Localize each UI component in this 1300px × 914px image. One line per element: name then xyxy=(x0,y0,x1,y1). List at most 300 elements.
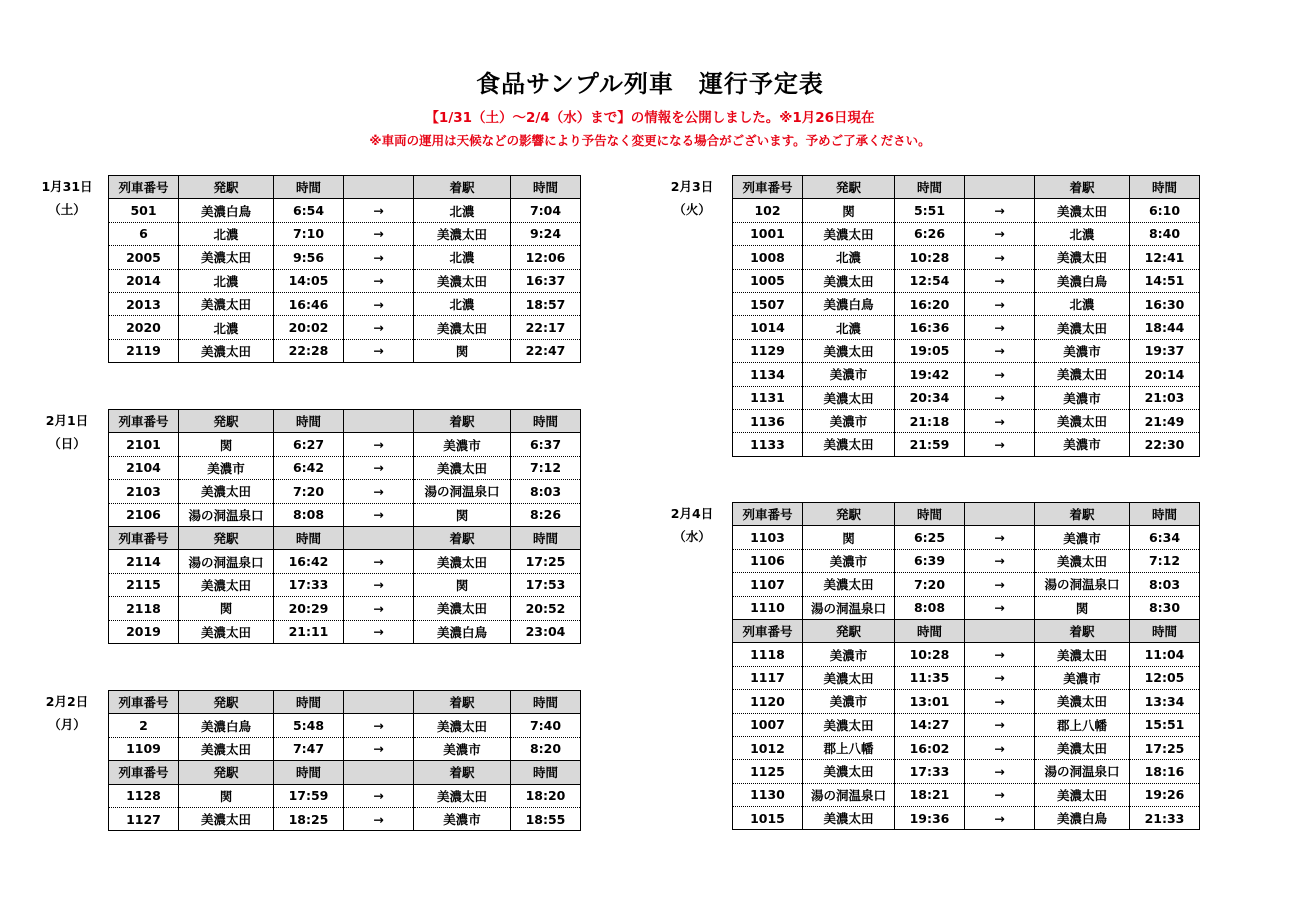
arrival-time-cell: 16:30 xyxy=(1130,292,1200,315)
arrival-station-cell: 美濃太田 xyxy=(414,550,511,573)
arrow-cell: → xyxy=(965,573,1035,596)
arrival-station-cell: 関 xyxy=(414,339,511,362)
departure-time-cell: 6:25 xyxy=(895,526,965,549)
table-header-row xyxy=(733,619,1200,642)
arrow-cell: → xyxy=(344,199,414,222)
departure-station-cell: 美濃白鳥 xyxy=(803,292,895,315)
arrival-station-cell: 美濃市 xyxy=(414,807,511,830)
arrival-time-cell: 21:33 xyxy=(1130,807,1200,830)
departure-station-cell: 美濃太田 xyxy=(179,339,274,362)
table-row xyxy=(109,714,581,737)
arrow-cell: → xyxy=(965,526,1035,549)
arrival-time-cell: 8:26 xyxy=(511,503,581,526)
departure-station-cell: 美濃市 xyxy=(803,409,895,432)
table-row xyxy=(733,736,1200,759)
train-number-cell: 1012 xyxy=(733,736,803,759)
arrival-station-cell: 美濃市 xyxy=(1035,339,1130,362)
table-row xyxy=(109,573,581,596)
arrival-time-cell: 20:52 xyxy=(511,597,581,620)
train-number-cell: 2 xyxy=(109,714,179,737)
arrow-cell: → xyxy=(965,433,1035,456)
table-row xyxy=(109,339,581,362)
arrow-cell: → xyxy=(344,316,414,339)
departure-station-cell: 美濃太田 xyxy=(803,573,895,596)
arrival-station-cell: 美濃白鳥 xyxy=(1035,807,1130,830)
arrival-time-cell: 18:57 xyxy=(511,292,581,315)
table-row xyxy=(109,316,581,339)
arrival-time-cell: 14:51 xyxy=(1130,269,1200,292)
page-title: 食品サンプル列車 運行予定表 xyxy=(476,70,824,98)
arrival-time-header: 時間 xyxy=(511,761,581,784)
table-row xyxy=(109,269,581,292)
table-row xyxy=(109,456,581,479)
departure-station-cell: 北濃 xyxy=(803,246,895,269)
arrow-cell: → xyxy=(344,620,414,643)
arrival-station-cell: 北濃 xyxy=(414,246,511,269)
arrival-station-cell: 美濃太田 xyxy=(1035,363,1130,386)
departure-station-cell: 美濃太田 xyxy=(803,807,895,830)
arrow-cell: → xyxy=(965,596,1035,619)
arrow-cell: → xyxy=(965,246,1035,269)
arrival-time-cell: 8:03 xyxy=(511,480,581,503)
arrival-station-cell: 美濃太田 xyxy=(414,316,511,339)
schedule-table-feb2 xyxy=(108,690,581,831)
arrival-time-cell: 17:53 xyxy=(511,573,581,596)
departure-station-cell: 関 xyxy=(803,199,895,222)
arrival-time-cell: 13:34 xyxy=(1130,690,1200,713)
weekday-label: （水） xyxy=(673,529,711,545)
departure-time-cell: 14:05 xyxy=(274,269,344,292)
table-row xyxy=(733,246,1200,269)
arrow-header xyxy=(344,761,414,784)
arrival-station-cell: 美濃太田 xyxy=(414,784,511,807)
weekday-label: （日） xyxy=(48,436,86,452)
departure-time-cell: 16:36 xyxy=(895,316,965,339)
departure-time-cell: 19:36 xyxy=(895,807,965,830)
departure-station-cell: 美濃太田 xyxy=(179,807,274,830)
train-number-cell: 6 xyxy=(109,222,179,245)
train-number-cell: 1007 xyxy=(733,713,803,736)
arrow-cell: → xyxy=(344,550,414,573)
day-label-jan31 xyxy=(40,175,94,222)
arrival-time-cell: 18:55 xyxy=(511,807,581,830)
departure-time-cell: 20:02 xyxy=(274,316,344,339)
departure-time-cell: 13:01 xyxy=(895,690,965,713)
arrow-cell: → xyxy=(344,433,414,456)
arrival-time-cell: 18:16 xyxy=(1130,760,1200,783)
train-number-cell: 2020 xyxy=(109,316,179,339)
arrival-time-cell: 8:03 xyxy=(1130,573,1200,596)
arrival-station-cell: 美濃市 xyxy=(1035,666,1130,689)
train-number-cell: 2101 xyxy=(109,433,179,456)
arrival-station-cell: 美濃市 xyxy=(1035,526,1130,549)
arrival-station-cell: 北濃 xyxy=(1035,292,1130,315)
train-number-cell: 1107 xyxy=(733,573,803,596)
arrival-station-cell: 美濃白鳥 xyxy=(1035,269,1130,292)
schedule-table-jan31 xyxy=(108,175,581,363)
arrow-cell: → xyxy=(344,246,414,269)
departure-time-cell: 20:34 xyxy=(895,386,965,409)
arrival-station-cell: 関 xyxy=(414,573,511,596)
train-number-cell: 2005 xyxy=(109,246,179,269)
departure-time-cell: 5:51 xyxy=(895,199,965,222)
table-row xyxy=(109,807,581,830)
arrival-station-cell: 美濃太田 xyxy=(414,597,511,620)
arrow-cell: → xyxy=(965,666,1035,689)
departure-station-cell: 美濃太田 xyxy=(803,222,895,245)
departure-time-header: 時間 xyxy=(274,410,344,433)
arrow-header xyxy=(965,503,1035,526)
arrow-cell: → xyxy=(965,690,1035,713)
table-row xyxy=(109,737,581,760)
departure-time-header: 時間 xyxy=(274,526,344,549)
arrival-station-cell: 美濃太田 xyxy=(414,714,511,737)
train-number-header: 列車番号 xyxy=(109,526,179,549)
arrow-cell: → xyxy=(965,339,1035,362)
table-row xyxy=(733,807,1200,830)
train-number-cell: 1118 xyxy=(733,643,803,666)
departure-station-cell: 美濃太田 xyxy=(179,246,274,269)
departure-station-cell: 美濃市 xyxy=(803,363,895,386)
table-row xyxy=(733,433,1200,456)
departure-time-header: 時間 xyxy=(274,691,344,714)
table-row xyxy=(109,246,581,269)
departure-station-cell: 美濃太田 xyxy=(803,339,895,362)
train-number-cell: 1133 xyxy=(733,433,803,456)
departure-time-cell: 6:39 xyxy=(895,549,965,572)
arrival-station-cell: 北濃 xyxy=(1035,222,1130,245)
weekday-label: （月） xyxy=(48,717,86,733)
arrival-time-cell: 12:06 xyxy=(511,246,581,269)
arrow-cell: → xyxy=(344,339,414,362)
train-number-cell: 1106 xyxy=(733,549,803,572)
departure-time-header: 時間 xyxy=(895,619,965,642)
arrow-cell: → xyxy=(344,573,414,596)
train-number-cell: 1128 xyxy=(109,784,179,807)
arrival-station-cell: 美濃太田 xyxy=(1035,246,1130,269)
departure-station-cell: 美濃市 xyxy=(803,690,895,713)
departure-station-cell: 美濃太田 xyxy=(803,760,895,783)
arrival-station-header: 着駅 xyxy=(1035,176,1130,199)
arrow-header xyxy=(344,526,414,549)
arrival-time-cell: 22:30 xyxy=(1130,433,1200,456)
table-row xyxy=(733,292,1200,315)
arrow-cell: → xyxy=(344,597,414,620)
arrow-cell: → xyxy=(344,784,414,807)
arrival-station-cell: 美濃太田 xyxy=(1035,409,1130,432)
table-row xyxy=(733,760,1200,783)
departure-time-cell: 19:05 xyxy=(895,339,965,362)
arrival-time-cell: 12:41 xyxy=(1130,246,1200,269)
arrival-station-cell: 美濃太田 xyxy=(1035,316,1130,339)
date-label: 2月4日 xyxy=(670,506,714,521)
departure-station-cell: 美濃太田 xyxy=(803,713,895,736)
arrow-cell: → xyxy=(344,807,414,830)
departure-time-cell: 16:20 xyxy=(895,292,965,315)
arrival-station-cell: 美濃太田 xyxy=(1035,783,1130,806)
departure-time-cell: 17:59 xyxy=(274,784,344,807)
train-number-cell: 1507 xyxy=(733,292,803,315)
departure-time-header: 時間 xyxy=(895,503,965,526)
arrival-station-cell: 美濃市 xyxy=(1035,433,1130,456)
arrival-station-cell: 美濃市 xyxy=(414,737,511,760)
departure-station-cell: 関 xyxy=(179,597,274,620)
departure-time-cell: 21:59 xyxy=(895,433,965,456)
table-row xyxy=(109,222,581,245)
arrival-station-cell: 美濃太田 xyxy=(414,222,511,245)
table-row xyxy=(733,386,1200,409)
train-number-header: 列車番号 xyxy=(733,503,803,526)
arrow-cell: → xyxy=(965,760,1035,783)
train-number-cell: 2103 xyxy=(109,480,179,503)
day-label-feb3 xyxy=(665,175,719,222)
arrow-header xyxy=(344,176,414,199)
arrow-cell: → xyxy=(965,386,1035,409)
departure-station-cell: 関 xyxy=(179,433,274,456)
departure-time-cell: 7:10 xyxy=(274,222,344,245)
departure-time-header: 時間 xyxy=(895,176,965,199)
arrow-cell: → xyxy=(965,199,1035,222)
departure-station-header: 発駅 xyxy=(179,761,274,784)
day-label-feb2 xyxy=(40,690,94,737)
departure-time-cell: 8:08 xyxy=(895,596,965,619)
departure-station-header: 発駅 xyxy=(803,619,895,642)
arrival-time-header: 時間 xyxy=(511,410,581,433)
arrival-time-cell: 12:05 xyxy=(1130,666,1200,689)
table-row xyxy=(109,784,581,807)
table-row xyxy=(733,596,1200,619)
arrow-header xyxy=(965,176,1035,199)
arrival-time-cell: 19:26 xyxy=(1130,783,1200,806)
table-header-row xyxy=(733,176,1200,199)
arrival-time-cell: 8:30 xyxy=(1130,596,1200,619)
arrival-time-cell: 20:14 xyxy=(1130,363,1200,386)
arrow-cell: → xyxy=(965,713,1035,736)
departure-time-cell: 6:26 xyxy=(895,222,965,245)
arrow-cell: → xyxy=(965,643,1035,666)
arrival-time-cell: 17:25 xyxy=(511,550,581,573)
arrival-station-header: 着駅 xyxy=(414,761,511,784)
schedule-table-feb1 xyxy=(108,409,581,644)
table-row xyxy=(733,549,1200,572)
table-header-row xyxy=(109,410,581,433)
departure-time-cell: 9:56 xyxy=(274,246,344,269)
table-row xyxy=(109,597,581,620)
departure-station-cell: 美濃太田 xyxy=(179,620,274,643)
departure-time-cell: 20:29 xyxy=(274,597,344,620)
table-row xyxy=(733,713,1200,736)
train-number-cell: 1130 xyxy=(733,783,803,806)
departure-station-cell: 湯の洞温泉口 xyxy=(803,783,895,806)
train-number-cell: 501 xyxy=(109,199,179,222)
arrival-time-header: 時間 xyxy=(1130,503,1200,526)
train-number-header: 列車番号 xyxy=(109,410,179,433)
train-number-cell: 1008 xyxy=(733,246,803,269)
schedule-table-feb3 xyxy=(732,175,1200,457)
departure-time-cell: 7:20 xyxy=(274,480,344,503)
table-row xyxy=(733,363,1200,386)
table-row xyxy=(733,269,1200,292)
table-row xyxy=(733,526,1200,549)
departure-station-cell: 美濃白鳥 xyxy=(179,199,274,222)
departure-time-cell: 18:21 xyxy=(895,783,965,806)
arrival-station-cell: 美濃市 xyxy=(1035,386,1130,409)
arrival-time-cell: 8:20 xyxy=(511,737,581,760)
departure-time-cell: 16:42 xyxy=(274,550,344,573)
table-row xyxy=(733,409,1200,432)
departure-station-cell: 関 xyxy=(803,526,895,549)
arrival-station-cell: 湯の洞温泉口 xyxy=(1035,573,1130,596)
table-row xyxy=(733,783,1200,806)
train-number-cell: 1127 xyxy=(109,807,179,830)
train-number-cell: 1125 xyxy=(733,760,803,783)
day-label-feb1 xyxy=(40,409,94,456)
arrival-time-header: 時間 xyxy=(511,176,581,199)
departure-time-cell: 14:27 xyxy=(895,713,965,736)
train-number-cell: 1134 xyxy=(733,363,803,386)
arrival-station-cell: 美濃太田 xyxy=(1035,549,1130,572)
arrival-time-cell: 7:04 xyxy=(511,199,581,222)
departure-time-cell: 10:28 xyxy=(895,246,965,269)
arrival-time-cell: 21:49 xyxy=(1130,409,1200,432)
table-row xyxy=(109,199,581,222)
table-header-row xyxy=(109,526,581,549)
departure-station-cell: 美濃太田 xyxy=(179,573,274,596)
arrival-station-cell: 美濃白鳥 xyxy=(414,620,511,643)
arrival-time-cell: 8:40 xyxy=(1130,222,1200,245)
train-number-cell: 2013 xyxy=(109,292,179,315)
departure-station-header: 発駅 xyxy=(179,526,274,549)
train-number-cell: 1110 xyxy=(733,596,803,619)
departure-time-cell: 17:33 xyxy=(274,573,344,596)
departure-station-cell: 湯の洞温泉口 xyxy=(179,503,274,526)
arrival-time-cell: 23:04 xyxy=(511,620,581,643)
arrow-cell: → xyxy=(965,783,1035,806)
arrival-station-cell: 関 xyxy=(414,503,511,526)
departure-station-header: 発駅 xyxy=(179,176,274,199)
departure-time-cell: 6:54 xyxy=(274,199,344,222)
arrow-cell: → xyxy=(965,316,1035,339)
departure-time-cell: 16:02 xyxy=(895,736,965,759)
schedule-table-feb4 xyxy=(732,502,1200,830)
table-header-row xyxy=(733,503,1200,526)
departure-station-cell: 美濃太田 xyxy=(179,292,274,315)
arrival-station-cell: 北濃 xyxy=(414,199,511,222)
departure-station-header: 発駅 xyxy=(803,503,895,526)
arrival-station-cell: 美濃市 xyxy=(414,433,511,456)
arrow-cell: → xyxy=(344,503,414,526)
departure-time-cell: 21:18 xyxy=(895,409,965,432)
arrival-time-header: 時間 xyxy=(511,691,581,714)
departure-time-cell: 5:48 xyxy=(274,714,344,737)
departure-station-cell: 関 xyxy=(179,784,274,807)
departure-station-cell: 美濃白鳥 xyxy=(179,714,274,737)
arrow-cell: → xyxy=(965,292,1035,315)
arrival-station-cell: 関 xyxy=(1035,596,1130,619)
arrow-cell: → xyxy=(965,549,1035,572)
departure-station-cell: 美濃太田 xyxy=(803,386,895,409)
train-number-cell: 1015 xyxy=(733,807,803,830)
departure-time-cell: 21:11 xyxy=(274,620,344,643)
table-row xyxy=(733,222,1200,245)
arrival-station-cell: 美濃太田 xyxy=(414,269,511,292)
table-row xyxy=(733,316,1200,339)
table-header-row xyxy=(109,691,581,714)
arrival-time-cell: 19:37 xyxy=(1130,339,1200,362)
train-number-cell: 1120 xyxy=(733,690,803,713)
train-number-cell: 1103 xyxy=(733,526,803,549)
departure-time-cell: 16:46 xyxy=(274,292,344,315)
departure-time-header: 時間 xyxy=(274,176,344,199)
arrival-time-header: 時間 xyxy=(1130,619,1200,642)
departure-station-header: 発駅 xyxy=(179,410,274,433)
arrow-cell: → xyxy=(344,292,414,315)
departure-station-cell: 郡上八幡 xyxy=(803,736,895,759)
departure-station-cell: 湯の洞温泉口 xyxy=(803,596,895,619)
arrival-station-header: 着駅 xyxy=(414,526,511,549)
arrival-time-cell: 7:12 xyxy=(1130,549,1200,572)
arrival-station-header: 着駅 xyxy=(1035,619,1130,642)
arrival-time-cell: 22:47 xyxy=(511,339,581,362)
train-number-cell: 2115 xyxy=(109,573,179,596)
train-number-cell: 2119 xyxy=(109,339,179,362)
arrival-station-header: 着駅 xyxy=(1035,503,1130,526)
date-label: 1月31日 xyxy=(41,179,93,194)
table-row xyxy=(109,433,581,456)
train-number-cell: 1001 xyxy=(733,222,803,245)
departure-time-cell: 18:25 xyxy=(274,807,344,830)
arrow-cell: → xyxy=(344,480,414,503)
departure-station-cell: 美濃太田 xyxy=(179,480,274,503)
train-number-cell: 2118 xyxy=(109,597,179,620)
arrow-cell: → xyxy=(344,222,414,245)
departure-time-cell: 6:42 xyxy=(274,456,344,479)
arrow-cell: → xyxy=(965,222,1035,245)
arrival-time-cell: 9:24 xyxy=(511,222,581,245)
departure-time-header: 時間 xyxy=(274,761,344,784)
arrival-time-cell: 7:12 xyxy=(511,456,581,479)
train-number-header: 列車番号 xyxy=(733,619,803,642)
departure-station-cell: 美濃太田 xyxy=(179,737,274,760)
table-row xyxy=(109,292,581,315)
arrival-station-cell: 美濃太田 xyxy=(1035,199,1130,222)
arrival-time-cell: 15:51 xyxy=(1130,713,1200,736)
arrow-header xyxy=(344,691,414,714)
departure-station-cell: 美濃市 xyxy=(803,549,895,572)
departure-station-cell: 美濃太田 xyxy=(803,433,895,456)
arrow-cell: → xyxy=(965,807,1035,830)
train-number-cell: 1014 xyxy=(733,316,803,339)
arrow-cell: → xyxy=(344,737,414,760)
table-row xyxy=(733,199,1200,222)
arrow-cell: → xyxy=(965,409,1035,432)
arrival-time-cell: 7:40 xyxy=(511,714,581,737)
arrow-cell: → xyxy=(344,714,414,737)
operation-warning: ※車両の運用は天候などの影響により予告なく変更になる場合がございます。予めご了承ください。 xyxy=(369,133,931,148)
departure-time-cell: 17:33 xyxy=(895,760,965,783)
day-label-feb4 xyxy=(665,502,719,549)
departure-time-cell: 12:54 xyxy=(895,269,965,292)
arrival-station-cell: 美濃太田 xyxy=(1035,690,1130,713)
arrival-time-cell: 16:37 xyxy=(511,269,581,292)
table-row xyxy=(733,573,1200,596)
departure-station-header: 発駅 xyxy=(179,691,274,714)
arrow-cell: → xyxy=(965,363,1035,386)
arrival-station-header: 着駅 xyxy=(414,410,511,433)
arrow-cell: → xyxy=(965,736,1035,759)
departure-time-cell: 8:08 xyxy=(274,503,344,526)
departure-time-cell: 22:28 xyxy=(274,339,344,362)
